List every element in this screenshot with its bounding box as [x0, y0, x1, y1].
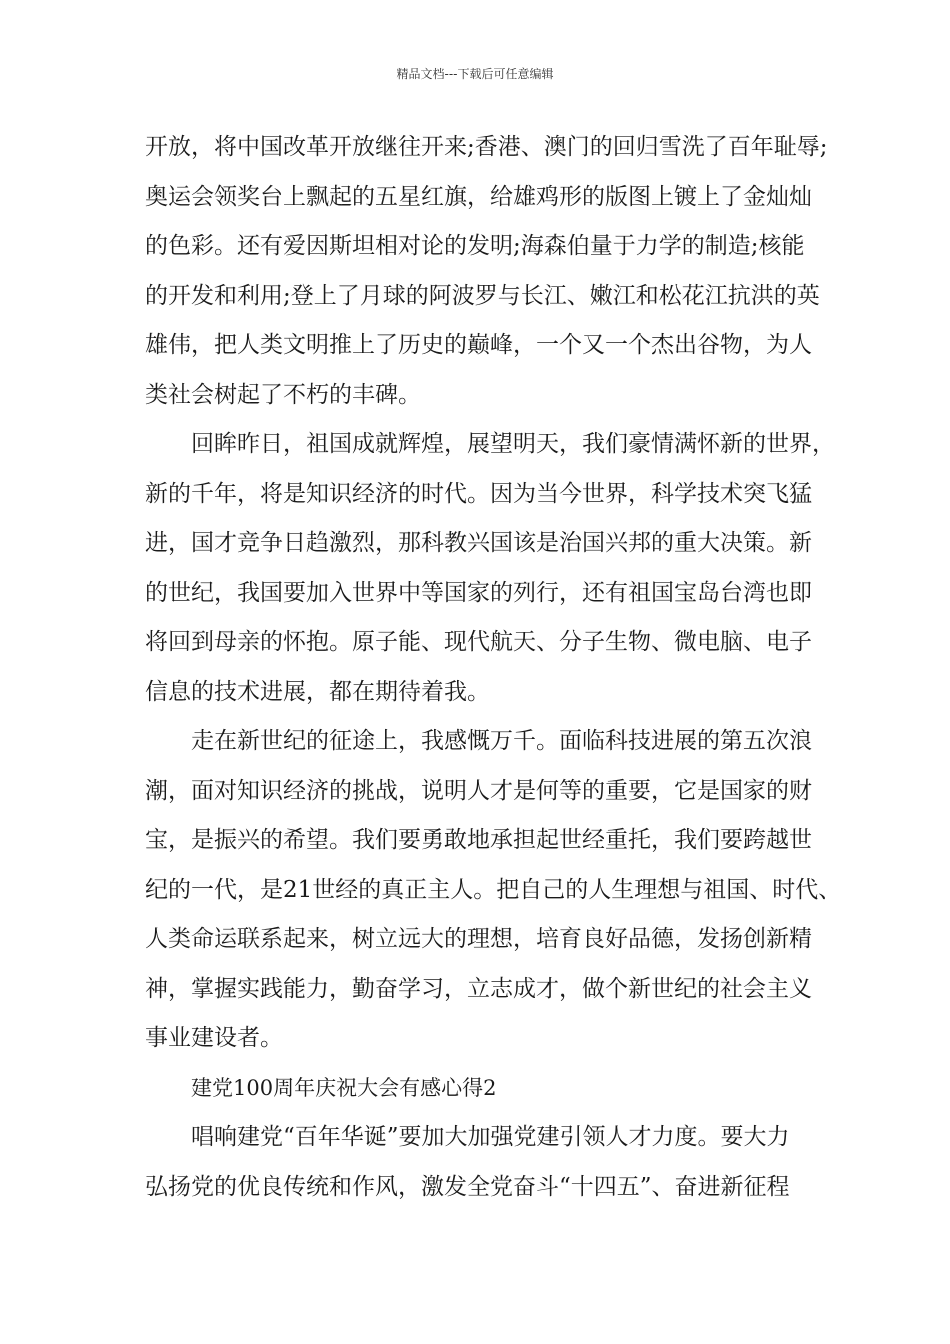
paragraph-line: 进，国才竞争日趋激烈，那科教兴国该是治国兴邦的重大决策。新	[145, 530, 812, 556]
section-title: 建党100周年庆祝大会有感心得2	[191, 1075, 497, 1100]
paragraph-line: 弘扬党的优良传统和作风，激发全党奋斗“十四五”、奋进新征程	[145, 1173, 790, 1200]
paragraph-line: 宝，是振兴的希望。我们要勇敢地承担起世经重托，我们要跨越世	[145, 827, 812, 853]
paragraph-4	[145, 1113, 835, 1212]
paragraph-line: 开放，将中国改革开放继往开来;香港、澳门的回归雪洗了百年耻辱;	[145, 134, 828, 160]
paragraph-line: 新的千年，将是知识经济的时代。因为当今世界，科学技术突飞猛	[145, 480, 812, 507]
paragraph-3	[145, 717, 842, 1064]
paragraph-line: 类社会树起了不朽的丰碑。	[145, 381, 421, 408]
paragraph-line: 纪的一代，是21世经的真正主人。把自己的人生理想与祖国、时代、	[145, 876, 842, 903]
document-body	[145, 123, 842, 1212]
paragraph-line: 事业建设者。	[145, 1025, 283, 1051]
paragraph-line: 神，掌握实践能力，勤奋学习，立志成才，做个新世纪的社会主义	[145, 975, 812, 1002]
paragraph-line: 信息的技术进展，都在期待着我。	[145, 678, 490, 705]
section-heading	[145, 1064, 835, 1114]
paragraph-line: 雄伟，把人类文明推上了历史的巅峰，一个又一个杰出谷物，为人	[145, 332, 812, 358]
paragraph-1	[145, 123, 835, 420]
page-header: 精品文档---下载后可任意编辑	[396, 67, 554, 81]
paragraph-line: 的世纪，我国要加入世界中等国家的列行，还有祖国宝岛台湾也即	[145, 579, 812, 606]
paragraph-line: 走在新世纪的征途上，我感慨万千。面临科技进展的第五次浪	[191, 728, 812, 754]
paragraph-line: 潮，面对知识经济的挑战，说明人才是何等的重要，它是国家的财	[145, 777, 812, 804]
paragraph-line: 奥运会领奖台上飘起的五星红旗，给雄鸡形的版图上镀上了金灿灿	[145, 183, 812, 210]
paragraph-line: 唱响建党“百年华诞”要加大加强党建引领人才力度。要大力	[191, 1124, 790, 1150]
paragraph-line: 回眸昨日，祖国成就辉煌，展望明天，我们豪情满怀新的世界，	[191, 431, 835, 457]
paragraph-2	[145, 420, 835, 717]
paragraph-line: 的色彩。还有爱因斯坦相对论的发明;海森伯量于力学的制造;核能	[145, 233, 805, 259]
paragraph-line: 将回到母亲的怀抱。原子能、现代航天、分子生物、微电脑、电子	[145, 629, 812, 655]
paragraph-line: 人类命运联系起来，树立远大的理想，培育良好品德，发扬创新精	[145, 926, 812, 952]
paragraph-line: 的开发和利用;登上了月球的阿波罗与长江、嫩江和松花江抗洪的英	[145, 282, 820, 309]
